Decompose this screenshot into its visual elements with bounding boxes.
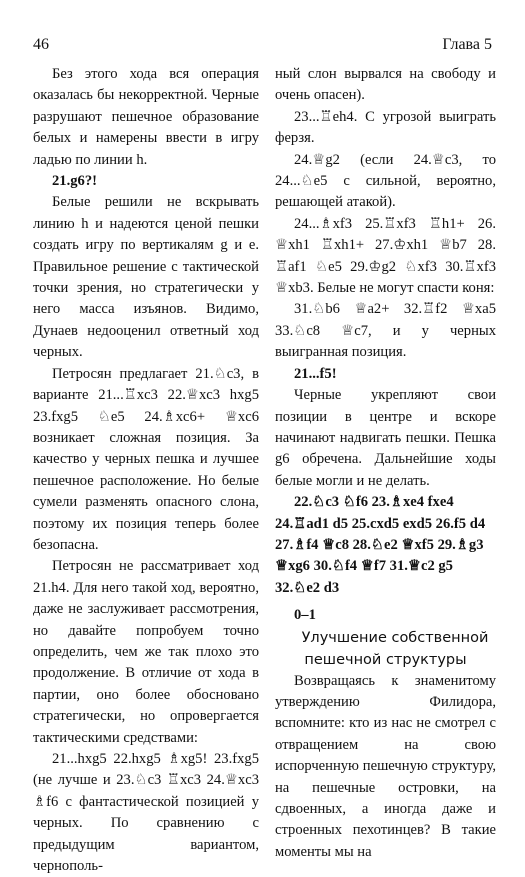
move-heading: 21...f5! bbox=[294, 365, 337, 382]
paragraph: 31.♘b6 ♕a2+ 32.♖f2 ♕xa5 33.♘c8 ♕c7, и у черных выигранная позиция. bbox=[275, 301, 496, 361]
paragraph: 24.♕g2 (если 24.♕c3, то 24...♘e5 с сильной, вероятно, решающей атакой). bbox=[275, 151, 496, 211]
paragraph: Белые решили не вскрывать линию h и надеются ценой пешки создать игру по вертикалям g и e. Правильное решение с тактической точки зрения, но стратегически у него масса изъянов. Видимо, Дунаев недооценил ответный ход черных. bbox=[33, 194, 259, 361]
paragraph: Без этого хода вся операция оказалась бы некорректной. Черные разрушают пешечное образование белых и намерены ввести в игру ладью по линии h. bbox=[33, 66, 259, 168]
paragraph: Возвращаясь к знаменитому утверждению Филидора, вспомните: кто из нас не смотрел с отвращением на свою испорченную пешечную структуру, на пешечные островки, на сдвоенных, а иногда даже и строенных пехотинцев? В такие моменты мы на bbox=[275, 672, 496, 860]
page-number: 46 bbox=[33, 36, 49, 53]
chapter-title: Глава 5 bbox=[442, 36, 492, 53]
page-header bbox=[20, 36, 505, 60]
game-moves: 22.♘c3 ♘f6 23.♗xe4 fxe4 24.♖ad1 d5 25.cxd5 exd5 26.f5 d4 27.♗f4 ♕c8 28.♘e2 ♕xf5 29.♗g3 ♕xg6 30.♘f4 ♕f7 31.♕c2 g5 32.♘e2 d3 bbox=[275, 494, 486, 596]
paragraph: 23...♖eh4. С угрозой выиграть ферзя. bbox=[275, 108, 496, 147]
left-column bbox=[33, 64, 259, 877]
paragraph: ный слон вырвался на свободу и очень опасен). bbox=[275, 66, 496, 104]
paragraph: Петросян не рассматривает ход 21.h4. Для него такой ход, вероятно, даже не заслуживает рассмотрения, но давайте попробуем точно определить, чем же так плохо это продолжение. В отличие от хода в партии, оно более обосновано стратегически, но опровергается тактическими средствами: bbox=[33, 558, 259, 746]
paragraph: 21...hxg5 22.hxg5 ♗xg5! 23.fxg5 (не лучше и 23.♘c3 ♖xc3 24.♕xc3 ♗f6 с фантастической позицией у черных. По сравнению с предыдущим вариантом, чернополь- bbox=[33, 751, 259, 875]
paragraph: 24...♗xf3 25.♖xf3 ♖h1+ 26. ♕xh1 ♖xh1+ 27.♔xh1 ♕b7 28. ♖af1 ♘e5 29.♔g2 ♘xf3 30.♖xf3 ♕xb3. Белые не могут спасти коня: bbox=[275, 215, 496, 297]
paragraph: Черные укрепляют свои позиции в центре и вскоре начинают надвигать пешки. Пешка g6 обречена. Дальнейшие ходы белые могли и не делать. bbox=[275, 387, 496, 489]
game-result: 0–1 bbox=[294, 607, 316, 624]
move-heading: 21.g6?! bbox=[52, 173, 97, 190]
right-column bbox=[275, 64, 496, 863]
section-title: Улучшение собственной пешечной структуры bbox=[301, 629, 489, 668]
paragraph: Петросян предлагает 21.♘c3, в варианте 21...♖xc3 22.♕xc3 hxg5 23.fxg5 ♘e5 24.♗xc6+ ♕xc6 возникает сложная позиция. За качество у черных пешка и лучшее пешечное расположение. Но белые сумели разменять опасного слона, поэтому их позиция теперь более безопасна. bbox=[33, 365, 259, 553]
